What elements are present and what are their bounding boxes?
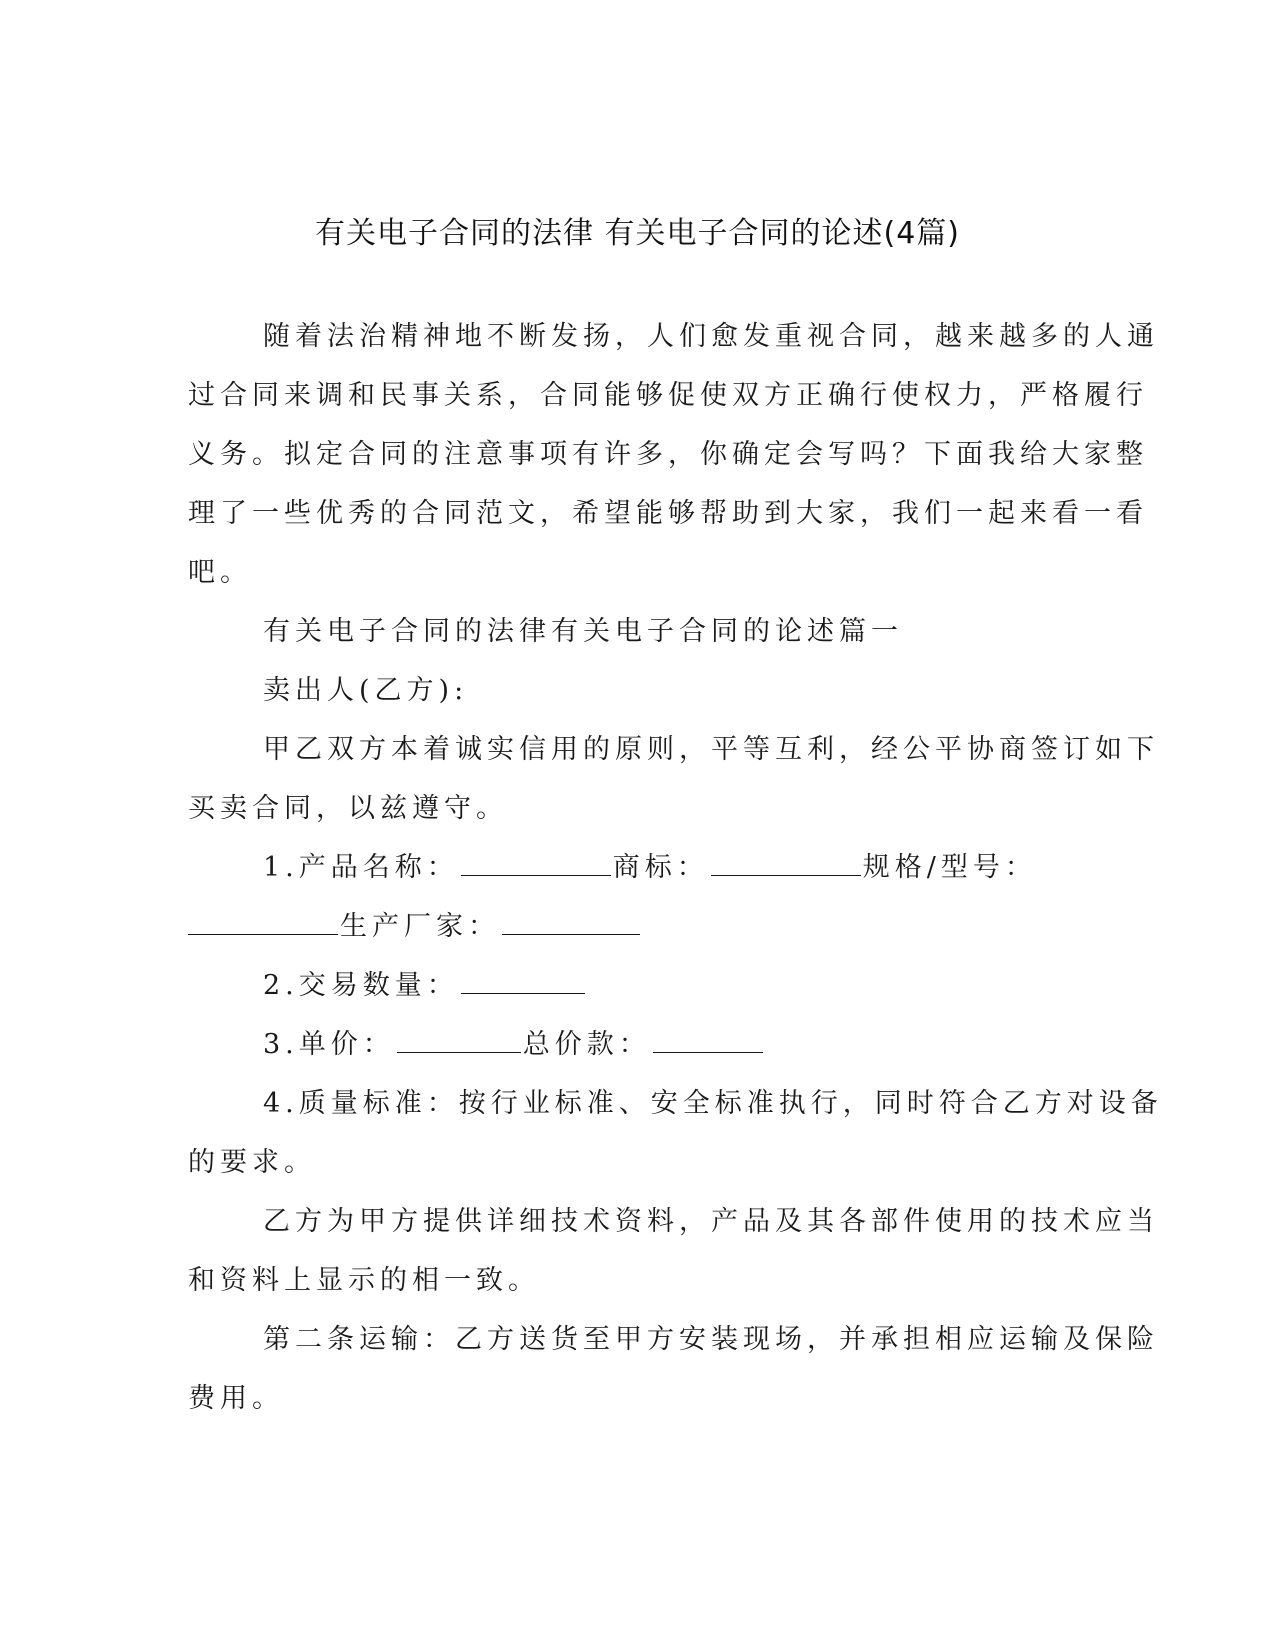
product-name-label: 1.产品名称： [263, 852, 459, 883]
document-title: 有关电子合同的法律 有关电子合同的论述(4篇) [314, 216, 961, 251]
item4-line-2: 的要求。 [188, 1147, 316, 1178]
item2-line [263, 968, 587, 1004]
trademark-blank [711, 853, 861, 876]
manufacturer-blank [502, 912, 640, 935]
total-blank [653, 1030, 763, 1053]
agreement-line-1: 甲乙双方本着诚实信用的原则，平等互利，经公平协商签订如下 [263, 734, 1159, 765]
quantity-label: 2.交易数量： [263, 970, 459, 1001]
article2-line-2: 费用。 [188, 1383, 284, 1414]
item3-line [263, 1027, 765, 1063]
intro-line-2: 过合同来调和民事关系，合同能够促使双方正确行使权力，严格履行 [188, 380, 1148, 411]
spec-label: 规格/型号： [862, 852, 1037, 883]
article2-line-1: 第二条运输：乙方送货至甲方安装现场，并承担相应运输及保险 [263, 1324, 1159, 1355]
intro-line-3: 义务。拟定合同的注意事项有许多，你确定会写吗？下面我给大家整 [188, 439, 1148, 470]
tech-line-1: 乙方为甲方提供详细技术资料，产品及其各部件使用的技术应当 [263, 1206, 1159, 1237]
manufacturer-label: 生产厂家： [340, 911, 500, 942]
intro-line-4: 理了一些优秀的合同范文，希望能够帮助到大家，我们一起来看一看 [188, 498, 1148, 529]
agreement-line-2: 买卖合同，以兹遵守。 [188, 793, 508, 824]
item1-line-1 [263, 850, 1037, 886]
intro-line-1: 随着法治精神地不断发扬，人们愈发重视合同，越来越多的人通 [263, 321, 1159, 352]
section-heading: 有关电子合同的法律有关电子合同的论述篇一 [263, 616, 903, 647]
item4-line-1: 4.质量标准：按行业标准、安全标准执行，同时符合乙方对设备 [263, 1088, 1163, 1119]
unit-price-label: 3.单价： [263, 1029, 395, 1060]
product-name-blank [461, 853, 611, 876]
intro-line-5: 吧。 [188, 557, 252, 588]
seller-label: 卖出人(乙方): [263, 675, 469, 706]
quantity-blank [461, 971, 585, 994]
item1-line-2 [188, 909, 642, 945]
trademark-label: 商标： [612, 852, 709, 883]
tech-line-2: 和资料上显示的相一致。 [188, 1265, 540, 1296]
spec-blank [188, 912, 338, 935]
unit-price-blank [397, 1030, 521, 1053]
total-label: 总价款： [522, 1029, 651, 1060]
